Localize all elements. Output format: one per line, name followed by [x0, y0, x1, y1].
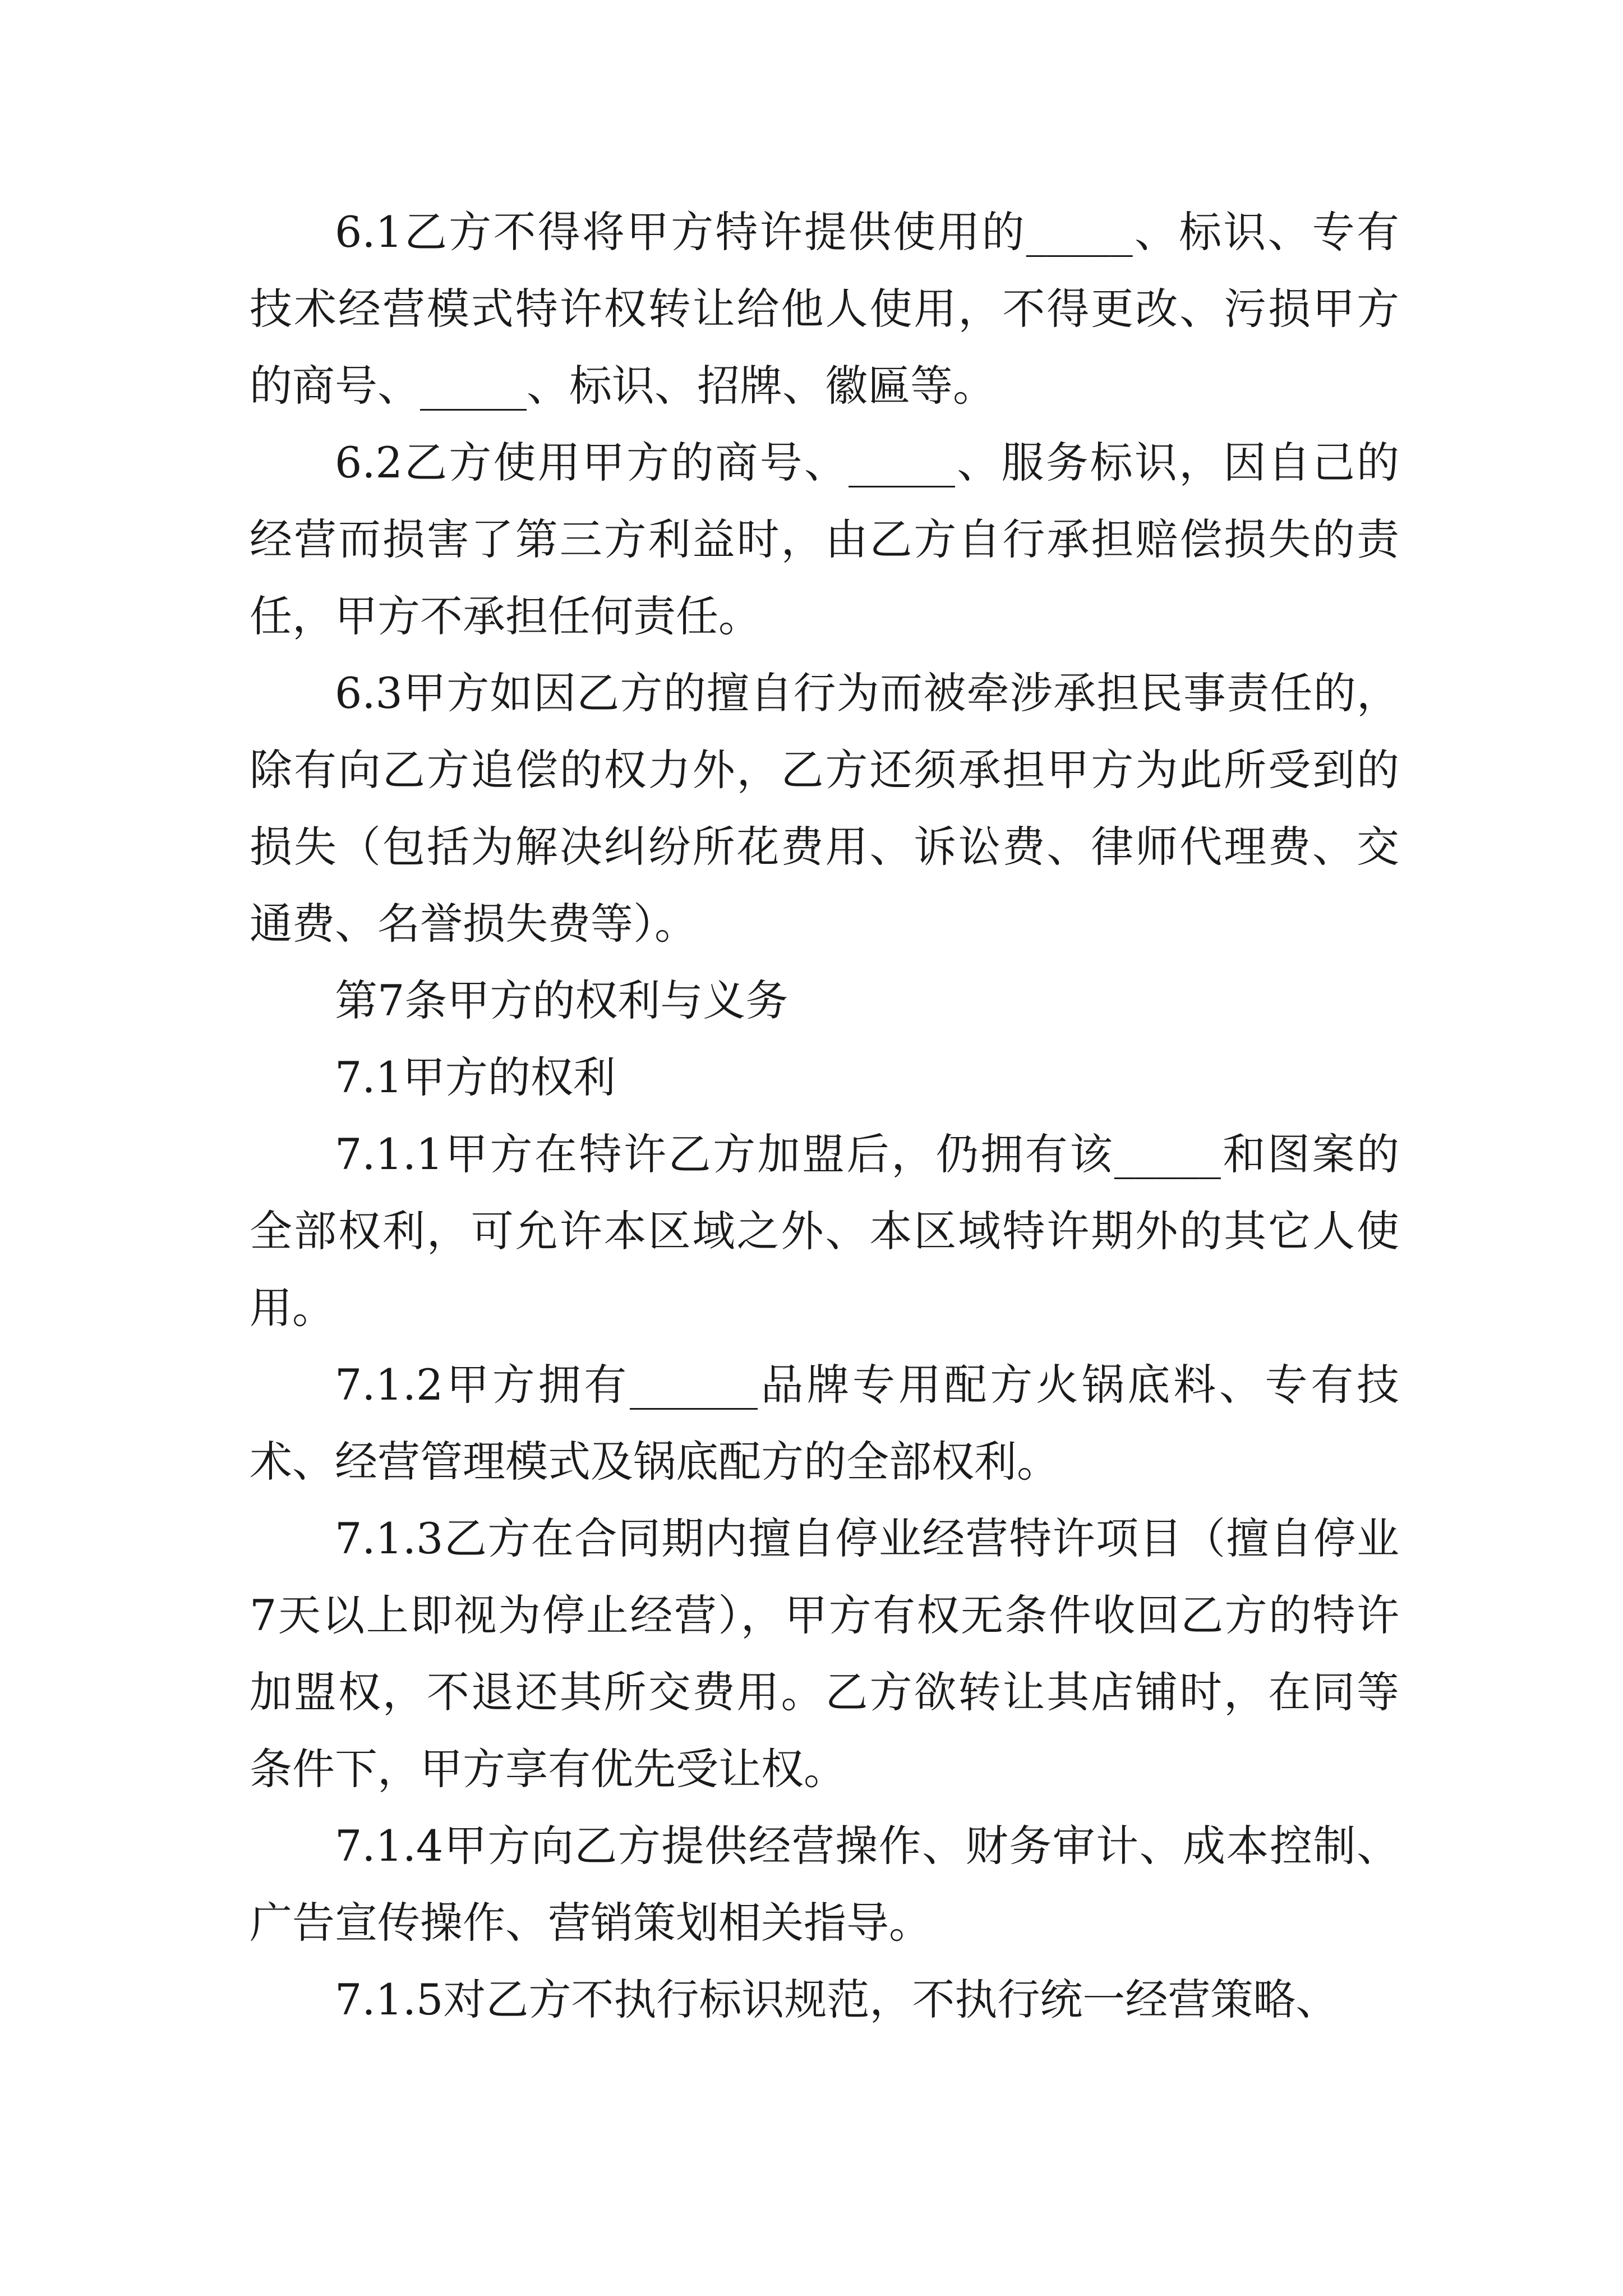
- clause-6-3: 6.3甲方如因乙方的擅自行为而被牵涉承担民事责任的，除有向乙方追偿的权力外，乙方还须承担甲方为此所受到的损失（包括为解决纠纷所花费用、诉讼费、律师代理费、交通费、名誉损失费等）。: [250, 668, 1399, 949]
- clause-7-1-4: 7.1.4甲方向乙方提供经营操作、财务审计、成本控制、广告宣传操作、营销策划相关指导。: [250, 1821, 1399, 1948]
- clause-7-1-5: 7.1.5对乙方不执行标识规范，不执行统一经营策略、: [335, 1975, 1339, 2024]
- clause-6-2: 6.2乙方使用甲方的商号、_____、服务标识，因自己的经营而损害了第三方利益时，由乙方自行承担赔偿损失的责任，甲方不承担任何责任。: [250, 438, 1399, 641]
- clause-6-1: 6.1乙方不得将甲方特许提供使用的_____、标识、专有技术经营模式特许权转让给他人使用，不得更改、污损甲方的商号、_____、标识、招牌、徽匾等。: [250, 207, 1399, 411]
- document-body: [250, 194, 1399, 2038]
- clause-7-1-3: 7.1.3乙方在合同期内擅自停业经营特许项目（擅自停业7天以上即视为停止经营），甲方有权无条件收回乙方的特许加盟权，不退还其所交费用。乙方欲转让其店铺时，在同等条件下，甲方享有优先受让权。: [250, 1513, 1399, 1794]
- article-7-heading: 第7条甲方的权利与义务: [335, 976, 789, 1025]
- clause-7-1-1: 7.1.1甲方在特许乙方加盟后，仍拥有该_____和图案的全部权利，可允许本区域之外、本区域特许期外的其它人使用。: [250, 1129, 1399, 1333]
- section-7-1-heading: 7.1甲方的权利: [335, 1052, 616, 1102]
- clause-7-1-2: 7.1.2甲方拥有______品牌专用配方火锅底料、专有技术、经营管理模式及锅底配方的全部权利。: [250, 1360, 1399, 1487]
